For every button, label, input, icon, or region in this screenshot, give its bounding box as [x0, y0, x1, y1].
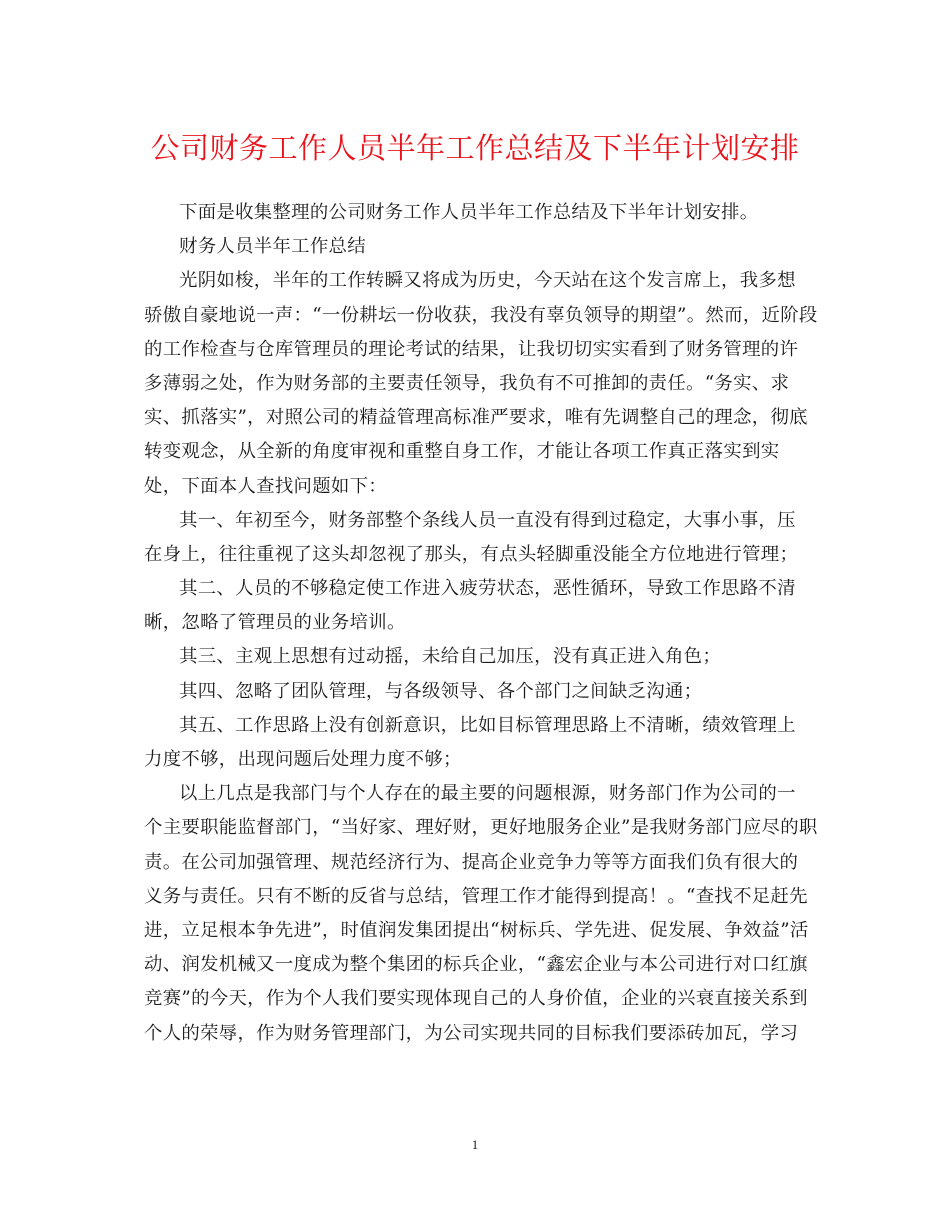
body-line: 转变观念，从全新的角度审视和重整自身工作，才能让各项工作真正落实到实 — [144, 441, 780, 463]
body-line: 其四、忽略了团队管理，与各级领导、各个部门之间缺乏沟通； — [179, 680, 703, 702]
body-line: 在身上，往往重视了这头却忽视了那头，有点头轻脚重没能全方位地进行管理； — [144, 543, 799, 565]
body-line: 竞赛”的今天，作为个人我们要实现体现自己的人身价值，企业的兴衰直接关系到 — [144, 988, 808, 1010]
body-line: 其二、人员的不够稳定使工作进入疲劳状态，恶性循环，导致工作思路不清 — [179, 578, 796, 600]
document-title: 公司财务工作人员半年工作总结及下半年计划安排 — [150, 131, 800, 165]
body-line: 力度不够，出现问题后处理力度不够； — [144, 749, 462, 770]
body-line: 处，下面本人查找问题如下： — [144, 475, 387, 497]
body-line: 光阴如梭，半年的工作转瞬又将成为历史，今天站在这个发言席上，我多想 — [179, 270, 796, 292]
body-line: 以上几点是我部门与个人存在的最主要的问题根源，财务部门作为公司的一 — [179, 783, 796, 805]
body-line: 实、抓落实”，对照公司的精益管理高标准严要求，唯有先调整自己的理念，彻底 — [144, 407, 808, 429]
body-line: 义务与责任。只有不断的反省与总结，管理工作才能得到提高！。“查找不足赶先 — [144, 885, 808, 907]
body-line: 的工作检查与仓库管理员的理论考试的结果，让我切切实实看到了财务管理的许 — [144, 338, 799, 360]
body-line: 个主要职能监督部门，“当好家、理好财，更好地服务企业”是我财务部门应尽的职 — [144, 817, 818, 839]
document-body — [144, 196, 818, 1051]
body-line: 其三、主观上思想有过动摇，未给自己加压，没有真正进入角色； — [179, 646, 722, 668]
body-line: 多薄弱之处，作为财务部的主要责任领导，我负有不可推卸的责任。“务实、求 — [144, 372, 790, 394]
body-line: 进，立足根本争先进”，时值润发集团提出“树标兵、学先进、促发展、争效益”活 — [144, 919, 809, 941]
body-line: 其一、年初至今，财务部整个条线人员一直没有得到过稳定，大事小事，压 — [179, 509, 796, 531]
body-line: 动、润发机械又一度成为整个集团的标兵企业，“鑫宏企业与本公司进行对口红旗 — [144, 954, 808, 976]
body-line: 个人的荣辱，作为财务管理部门，为公司实现共同的目标我们要添砖加瓦，学习 — [144, 1022, 799, 1044]
body-line: 财务人员半年工作总结 — [179, 236, 366, 258]
page-number: 1 — [471, 1137, 479, 1152]
body-line: 其五、工作思路上没有创新意识，比如目标管理思路上不清晰，绩效管理上 — [179, 714, 796, 736]
body-line: 责。在公司加强管理、规范经济行为、提高企业竞争力等等方面我们负有很大的 — [144, 851, 799, 873]
body-line: 下面是收集整理的公司财务工作人员半年工作总结及下半年计划安排。 — [179, 202, 759, 223]
body-line: 晰，忽略了管理员的业务培训。 — [144, 612, 406, 634]
body-line: 骄傲自豪地说一声：“一份耕坛一份收获，我没有辜负领导的期望”。然而，近阶段 — [144, 304, 818, 326]
